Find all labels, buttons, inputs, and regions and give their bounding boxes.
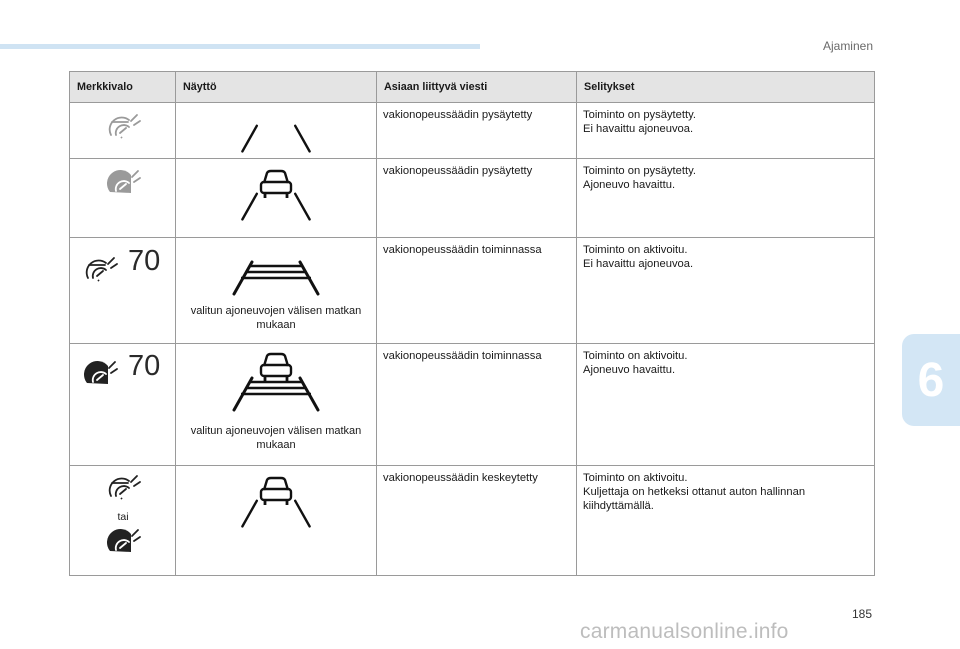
indicator-cell — [70, 238, 176, 344]
indicator-cell — [70, 159, 176, 238]
display-cell — [176, 238, 377, 344]
explanation-cell — [577, 238, 875, 344]
explanation-cell — [577, 344, 875, 466]
explanation-line: Toiminto on aktivoitu. — [583, 244, 688, 256]
speedometer-filled-grey-icon — [107, 169, 143, 197]
table-row — [70, 344, 875, 466]
display-cell — [176, 159, 377, 238]
column-header-explanation: Selitykset — [577, 72, 875, 103]
road-lanes-icon — [226, 372, 326, 412]
explanation-cell — [577, 466, 875, 576]
speedometer-filled-icon — [107, 528, 143, 556]
table-row — [70, 159, 875, 238]
header-accent-bar — [0, 44, 480, 49]
chapter-tab — [902, 334, 960, 426]
explanation-line: Toiminto on pysäytetty. — [583, 109, 696, 121]
speedometer-filled-icon — [84, 360, 120, 388]
explanation-line: Ajoneuvo havaittu. — [583, 364, 676, 376]
explanation-line: Ei havaittu ajoneuvoa. — [583, 258, 694, 270]
section-title: Ajaminen — [822, 39, 873, 53]
road-lanes-icon — [226, 496, 326, 528]
table-row — [70, 466, 875, 576]
explanation-line: Kuljettaja on hetkeksi ottanut auton hallinnan kiihdyttämällä. — [583, 486, 806, 512]
explanation-line: Toiminto on pysäytetty. — [583, 165, 696, 177]
message-cell: vakionopeussäädin toiminnassa — [377, 238, 577, 344]
display-note: valitun ajoneuvojen välisen matkan mukaan — [190, 305, 362, 331]
table-row — [70, 103, 875, 159]
message-cell: vakionopeussäädin pysäytetty — [377, 103, 577, 159]
watermark: carmanualsonline.info — [580, 620, 789, 643]
table-row — [70, 238, 875, 344]
or-label: tai — [117, 511, 129, 523]
message-cell: vakionopeussäädin pysäytetty — [377, 159, 577, 238]
table-header-row — [70, 72, 875, 103]
page-number: 185 — [851, 607, 872, 621]
column-header-indicator: Merkkivalo — [70, 72, 176, 103]
column-header-message: Asiaan liittyvä viesti — [377, 72, 577, 103]
display-cell — [176, 344, 377, 466]
speedometer-outline-grey-icon — [107, 113, 143, 141]
display-cell — [176, 103, 377, 159]
indicator-cell — [70, 344, 176, 466]
road-lanes-icon — [226, 189, 326, 221]
speed-value: 70 — [128, 245, 161, 277]
road-lanes-icon — [226, 121, 326, 153]
explanation-line: Toiminto on aktivoitu. — [583, 350, 688, 362]
indicator-cell — [70, 466, 176, 576]
cruise-control-table — [69, 71, 875, 576]
display-note: valitun ajoneuvojen välisen matkan mukaan — [190, 425, 362, 451]
explanation-cell — [577, 159, 875, 238]
speedometer-outline-icon — [107, 474, 143, 502]
indicator-cell — [70, 103, 176, 159]
chapter-number: 6 — [917, 353, 945, 407]
speed-value: 70 — [128, 350, 161, 382]
road-lanes-icon — [226, 256, 326, 296]
explanation-line: Ajoneuvo havaittu. — [583, 179, 676, 191]
column-header-display: Näyttö — [176, 72, 377, 103]
message-cell: vakionopeussäädin keskeytetty — [377, 466, 577, 576]
message-cell: vakionopeussäädin toiminnassa — [377, 344, 577, 466]
speedometer-outline-icon — [84, 256, 120, 284]
display-cell — [176, 466, 377, 576]
explanation-line: Ei havaittu ajoneuvoa. — [583, 123, 694, 135]
explanation-cell — [577, 103, 875, 159]
explanation-line: Toiminto on aktivoitu. — [583, 472, 688, 484]
